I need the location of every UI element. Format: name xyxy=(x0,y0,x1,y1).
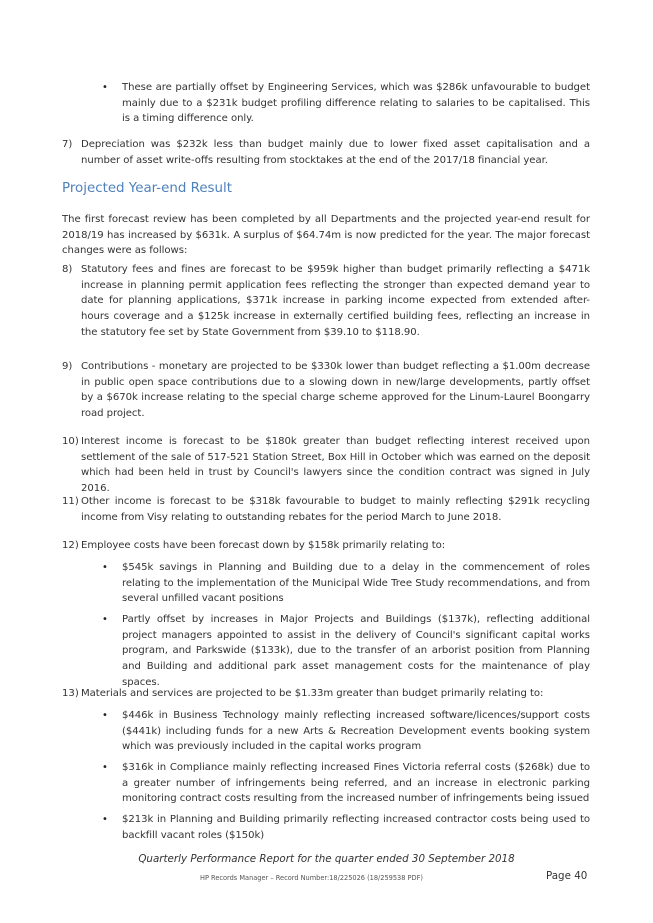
item-text-12: Employee costs have been forecast down by $158k primarily relating to: xyxy=(81,540,446,551)
bullet-icon: • xyxy=(102,82,108,93)
bullet-compliance: $316k in Compliance mainly reflecting increased Fines Victoria referral costs ($268k) due to a greater number of infringements being referred, and an increase in electronic parking monitoring contract costs resulting from the increased number of infringements being issued xyxy=(122,762,590,805)
footer-record-number: HP Records Manager – Record Number:18/225026 (18/259538 PDF) xyxy=(200,874,423,882)
item-text-9: Contributions - monetary are projected to be $330k lower than budget reflecting a $1.00m decrease in public open space contributions due to a slowing down in new/large developments, partly offset by a $670k increase relating to the special charge scheme approved for the Linum-Laurel Boongarry road project. xyxy=(81,361,590,420)
item-number-13: 13) xyxy=(62,688,79,699)
bullet-business-technology: $446k in Business Technology mainly reflecting increased software/licences/support costs ($441k) including funds for a new Arts & Recreation Development events booking system which was previously included in the capital works program xyxy=(122,710,590,753)
item-number-11: 11) xyxy=(62,496,79,507)
item-text-10: Interest income is forecast to be $180k greater than budget reflecting interest received upon settlement of the sale of 517-521 Station Street, Box Hill in October which was earned on the deposit which had been held in trust by Council's lawyers since the condition contract was signed in July 2016. xyxy=(81,436,590,495)
section-heading: Projected Year-end Result xyxy=(62,181,232,196)
bullet-engineering-offset: These are partially offset by Engineering Services, which was $286k unfavourable to budget mainly due to a $231k budget profiling difference relating to salaries to be capitalised. This is a timing difference only. xyxy=(122,82,590,125)
bullet-employee-savings: $545k savings in Planning and Building due to a delay in the commencement of roles relating to the implementation of the Municipal Wide Tree Study recommendations, and from several unfilled vacant positions xyxy=(122,562,590,605)
item-text-11: Other income is forecast to be $318k favourable to budget to mainly reflecting $291k recycling income from Visy relating to outstanding rebates for the period March to June 2018. xyxy=(81,496,590,523)
bullet-icon: • xyxy=(102,614,108,625)
item-number-8: 8) xyxy=(62,264,73,275)
footer-report-title: Quarterly Performance Report for the quarter ended 30 September 2018 xyxy=(138,853,515,865)
item-text-13: Materials and services are projected to be $1.33m greater than budget primarily relating to: xyxy=(81,688,544,699)
item-number-10: 10) xyxy=(62,436,79,447)
item-text-7: Depreciation was $232k less than budget mainly due to lower fixed asset capitalisation and a number of asset write-offs resulting from stocktakes at the end of the 2017/18 financial year. xyxy=(81,139,590,166)
bullet-icon: • xyxy=(102,814,108,825)
bullet-icon: • xyxy=(102,710,108,721)
item-number-7: 7) xyxy=(62,139,73,150)
item-number-12: 12) xyxy=(62,540,79,551)
page-number: Page 40 xyxy=(546,870,588,882)
bullet-planning-building: $213k in Planning and Building primarily reflecting increased contractor costs being used to backfill vacant roles ($150k) xyxy=(122,814,590,841)
item-number-9: 9) xyxy=(62,361,73,372)
intro-paragraph: The first forecast review has been completed by all Departments and the projected year-end result for 2018/19 has increased by $631k. A surplus of $64.74m is now predicted for the year. The major forecast changes were as follows: xyxy=(62,214,590,257)
bullet-icon: • xyxy=(102,562,108,573)
item-text-8: Statutory fees and fines are forecast to be $959k higher than budget primarily reflecting a $471k increase in planning permit application fees reflecting the stronger than expected demand year to date for planning applications, $371k increase in parking income expected from extended after-hours coverage and a $125k increase in externally certified building fees, reflecting an increase in the statutory fee set by State Government from $39.10 to $118.90. xyxy=(81,264,590,338)
bullet-employee-offset: Partly offset by increases in Major Projects and Buildings ($137k), reflecting additional project managers appointed to assist in the delivery of Council's significant capital works program, and Parkswide ($133k), due to the transfer of an arborist position from Planning and Building and additional park asset management costs for the maintenance of play spaces. xyxy=(122,614,590,688)
bullet-icon: • xyxy=(102,762,108,773)
